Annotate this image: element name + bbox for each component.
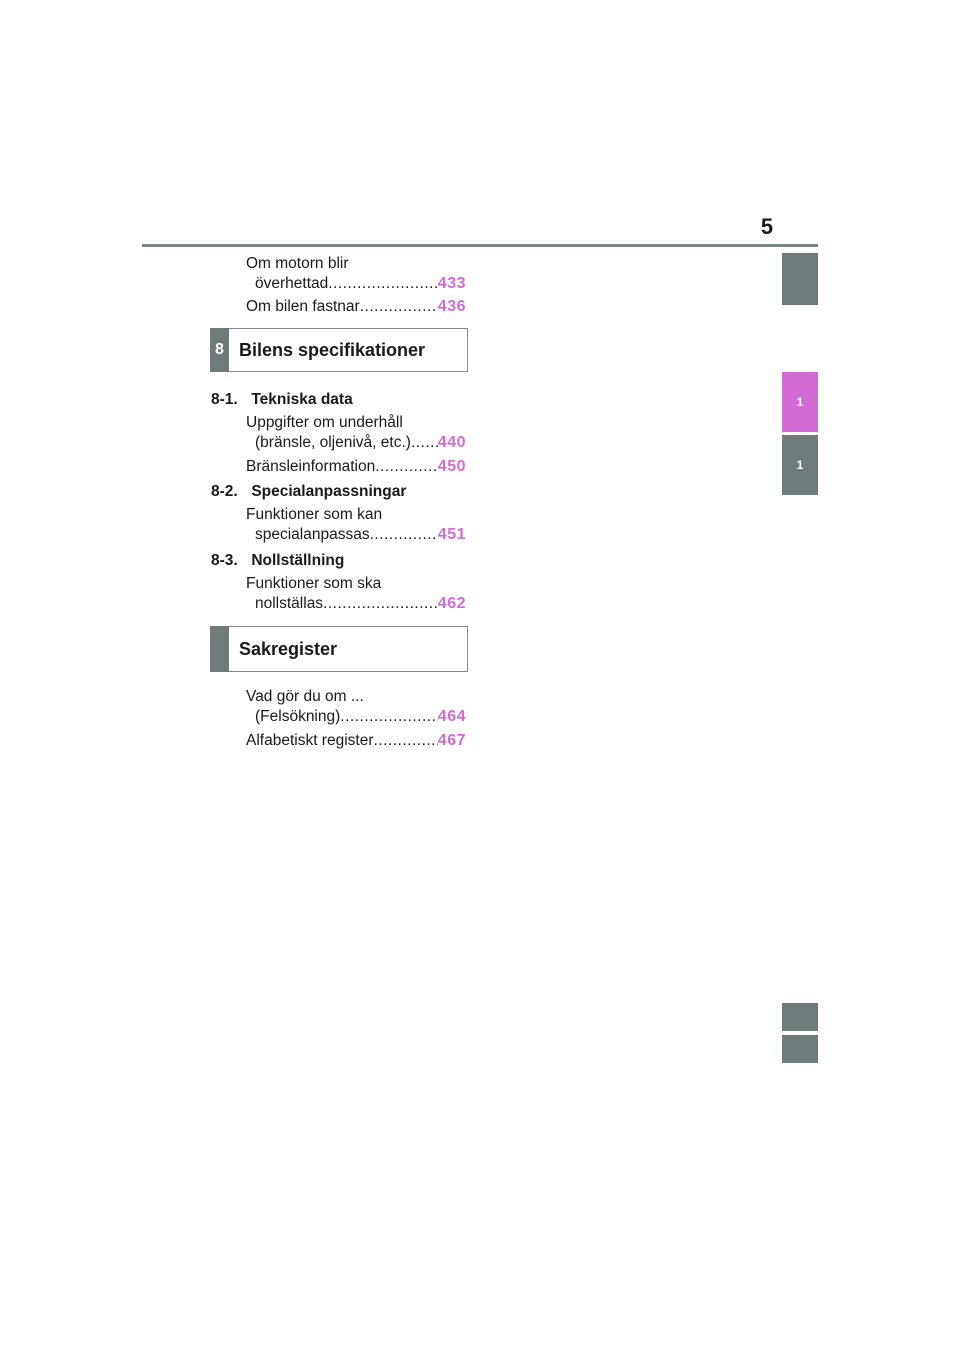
chapter-title: Sakregister xyxy=(239,639,338,659)
toc-entry-label: specialanpassas xyxy=(255,526,370,543)
toc-entry-customize[interactable] xyxy=(246,525,466,545)
toc-entry-troubleshoot-line1: Vad gör du om ... xyxy=(246,688,364,705)
section-number: 8-1. xyxy=(211,391,238,408)
page-link[interactable]: 450 xyxy=(437,458,466,475)
toc-entry-reset[interactable] xyxy=(246,594,466,614)
page-link[interactable]: 451 xyxy=(437,526,466,543)
toc-entry-label: (bränsle, oljenivå, etc.) xyxy=(255,434,411,451)
side-tab-2[interactable]: 1 xyxy=(782,372,818,432)
side-tab-1[interactable] xyxy=(782,253,818,305)
header-rule xyxy=(142,244,818,247)
section-number: 8-3. xyxy=(211,552,238,569)
chapter-title: Bilens specifikationer xyxy=(239,340,426,360)
toc-entry-troubleshoot[interactable] xyxy=(246,707,466,727)
page-link[interactable]: 433 xyxy=(437,275,466,292)
chapter-number-tab xyxy=(210,626,229,672)
side-tab-5[interactable] xyxy=(782,1035,818,1063)
toc-entry-label: Om bilen fastnar xyxy=(246,298,360,315)
toc-entry-label: nollställas xyxy=(255,595,324,612)
dot-leader xyxy=(328,274,438,294)
chapter-number-tab: 8 xyxy=(210,328,229,372)
dot-leader xyxy=(370,525,438,545)
section-number: 8-2. xyxy=(211,483,238,500)
section-heading-8-2 xyxy=(211,482,406,502)
dot-leader xyxy=(323,594,438,614)
chapter-heading-index[interactable] xyxy=(210,626,468,672)
toc-entry-stuck[interactable] xyxy=(246,297,466,317)
toc-entry-label: Alfabetiskt register xyxy=(246,732,374,749)
toc-entry-alphabetical[interactable] xyxy=(246,731,466,751)
toc-entry-label: Bränsleinformation xyxy=(246,458,376,475)
page-link[interactable]: 440 xyxy=(437,434,466,451)
toc-entry-label: överhettad xyxy=(255,275,329,292)
page-number: 5 xyxy=(760,214,774,239)
dot-leader xyxy=(374,731,438,751)
section-title: Specialanpassningar xyxy=(251,483,407,500)
page-link[interactable]: 464 xyxy=(437,708,466,725)
dot-leader xyxy=(375,457,438,477)
toc-entry-maintenance-line1: Uppgifter om underhåll xyxy=(246,414,403,431)
dot-leader xyxy=(411,433,438,453)
section-title: Tekniska data xyxy=(251,391,353,408)
section-heading-8-3 xyxy=(211,551,344,571)
side-tab-4[interactable] xyxy=(782,1003,818,1031)
page-link[interactable]: 467 xyxy=(437,732,466,749)
toc-entry-reset-line1: Funktioner som ska xyxy=(246,575,382,592)
page-link[interactable]: 462 xyxy=(437,595,466,612)
dot-leader xyxy=(360,297,438,317)
chapter-heading-8[interactable] xyxy=(210,328,468,372)
side-tab-3[interactable]: 1 xyxy=(782,435,818,495)
page-link[interactable]: 436 xyxy=(437,298,466,315)
section-heading-8-1 xyxy=(211,390,353,410)
toc-entry-label: (Felsökning) xyxy=(255,708,341,725)
section-title: Nollställning xyxy=(251,552,345,569)
toc-entry-overheat[interactable] xyxy=(246,274,466,294)
toc-entry-overheat-line1: Om motorn blir xyxy=(246,255,349,272)
dot-leader xyxy=(340,707,438,727)
toc-entry-fuel[interactable] xyxy=(246,457,466,477)
toc-entry-customize-line1: Funktioner som kan xyxy=(246,506,383,523)
toc-entry-maintenance[interactable] xyxy=(246,433,466,453)
